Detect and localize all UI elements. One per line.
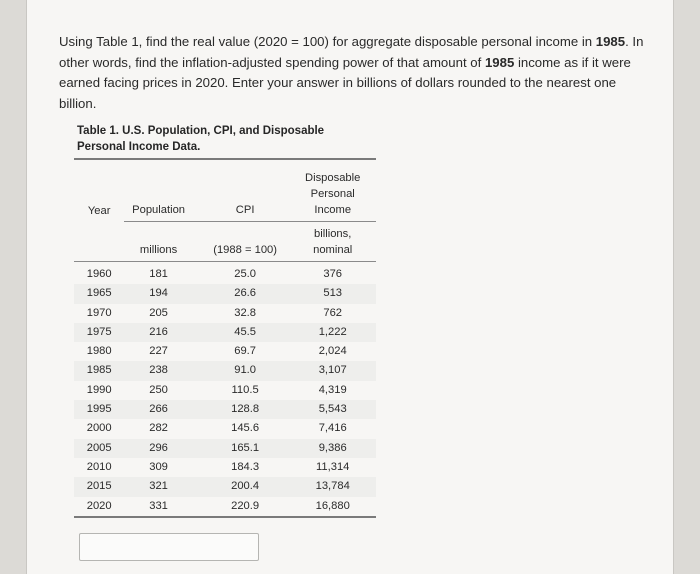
cell-income: 376	[289, 262, 376, 285]
cell-income: 16,880	[315, 499, 350, 512]
cell-cpi: 145.6	[231, 422, 260, 435]
cell-cpi: 25.0	[201, 262, 290, 285]
cell-year: 2005	[74, 439, 124, 458]
cell-income: 2,024	[318, 345, 347, 358]
answer-input[interactable]	[79, 533, 259, 561]
table-header-row	[74, 159, 376, 222]
cell-year: 1965	[74, 284, 124, 303]
cell-population: 216	[124, 323, 201, 342]
table-row	[74, 284, 376, 303]
cell-population: 181	[124, 262, 201, 285]
header-income-line-3: Income	[314, 204, 352, 216]
table-row	[74, 439, 376, 458]
cell-year: 1975	[74, 323, 124, 342]
data-table	[74, 158, 376, 518]
cell-income: 1,222	[289, 323, 376, 342]
cell-income: 5,543	[289, 400, 376, 419]
cell-income: 7,416	[318, 422, 347, 435]
cell-year: 2015	[74, 477, 124, 496]
table-row	[74, 497, 376, 517]
units-cpi: (1988 = 100)	[201, 222, 290, 262]
cell-cpi: 45.5	[201, 323, 290, 342]
question-text	[59, 32, 649, 114]
cell-cpi: 91.0	[201, 361, 290, 380]
cell-population: 282	[149, 422, 168, 435]
table-row	[74, 400, 376, 419]
header-year: Year	[87, 204, 111, 217]
table-row	[74, 477, 376, 496]
table-row	[74, 419, 376, 438]
table-row	[74, 458, 376, 477]
header-income	[289, 159, 376, 222]
cell-income: 9,386	[289, 439, 376, 458]
cell-cpi: 220.9	[231, 499, 260, 512]
cell-population: 296	[124, 439, 201, 458]
cell-income: 13,784	[289, 477, 376, 496]
header-cpi: CPI	[235, 204, 255, 216]
units-population: millions	[124, 222, 201, 262]
cell-cpi: 32.8	[234, 306, 256, 319]
units-year	[74, 222, 124, 262]
units-income-line-1: billions,	[314, 228, 352, 240]
table-row	[74, 342, 376, 361]
table-row	[74, 323, 376, 342]
cell-year: 1985	[74, 361, 124, 380]
cell-cpi: 26.6	[201, 284, 290, 303]
cell-population: 321	[124, 477, 201, 496]
cell-population: 194	[124, 284, 201, 303]
cell-cpi: 69.7	[234, 345, 256, 358]
table-row	[74, 262, 376, 285]
cell-cpi: 128.8	[201, 400, 290, 419]
question-text-part-3: income as if it were earned facing prices in 2020. Enter your answer in billions of dollars rounded to the nearest one billion.	[59, 54, 631, 111]
cell-population: 309	[149, 460, 168, 473]
cell-population: 238	[124, 361, 201, 380]
cell-population: 250	[149, 383, 168, 396]
units-income	[289, 222, 376, 262]
question-bold-year-2: 1985	[484, 54, 515, 70]
cell-population: 331	[149, 499, 168, 512]
cell-cpi: 165.1	[201, 439, 290, 458]
cell-income: 3,107	[289, 361, 376, 380]
units-income-line-2: nominal	[313, 244, 353, 256]
table-row	[74, 304, 376, 323]
table-row	[74, 381, 376, 400]
table-units-row	[74, 222, 376, 262]
cell-year: 2000	[86, 422, 112, 435]
cell-year: 1980	[86, 345, 112, 358]
question-text-part-1: Using Table 1, find the real value (2020 = 100) for aggregate disposable personal income in	[59, 34, 596, 49]
cell-population: 266	[124, 400, 201, 419]
table-row	[74, 361, 376, 380]
cell-year: 2010	[86, 460, 112, 473]
cell-income: 513	[289, 284, 376, 303]
question-text-part-2: . In other words, find the inflation-adjusted spending power of that amount of	[59, 34, 644, 70]
cell-year: 1970	[86, 306, 112, 319]
header-income-line-1: Disposable	[305, 172, 361, 184]
table-caption: Table 1. U.S. Population, CPI, and Disposable Personal Income Data.	[77, 125, 325, 153]
cell-year: 1995	[74, 400, 124, 419]
table-body	[74, 262, 376, 517]
cell-population: 227	[149, 345, 168, 358]
cell-income: 4,319	[318, 383, 347, 396]
cell-year: 2020	[86, 499, 112, 512]
question-page	[26, 0, 674, 574]
cell-cpi: 200.4	[201, 477, 290, 496]
header-income-line-2: Personal	[310, 188, 355, 200]
cell-population: 205	[149, 306, 168, 319]
cell-year: 1990	[86, 383, 112, 396]
cell-year: 1960	[74, 262, 124, 285]
cell-income: 762	[323, 306, 343, 319]
cell-cpi: 184.3	[231, 460, 260, 473]
cell-income: 11,314	[316, 460, 350, 473]
question-bold-year-1: 1985	[595, 34, 626, 49]
header-population: Population	[132, 204, 186, 216]
cell-cpi: 110.5	[231, 383, 259, 396]
